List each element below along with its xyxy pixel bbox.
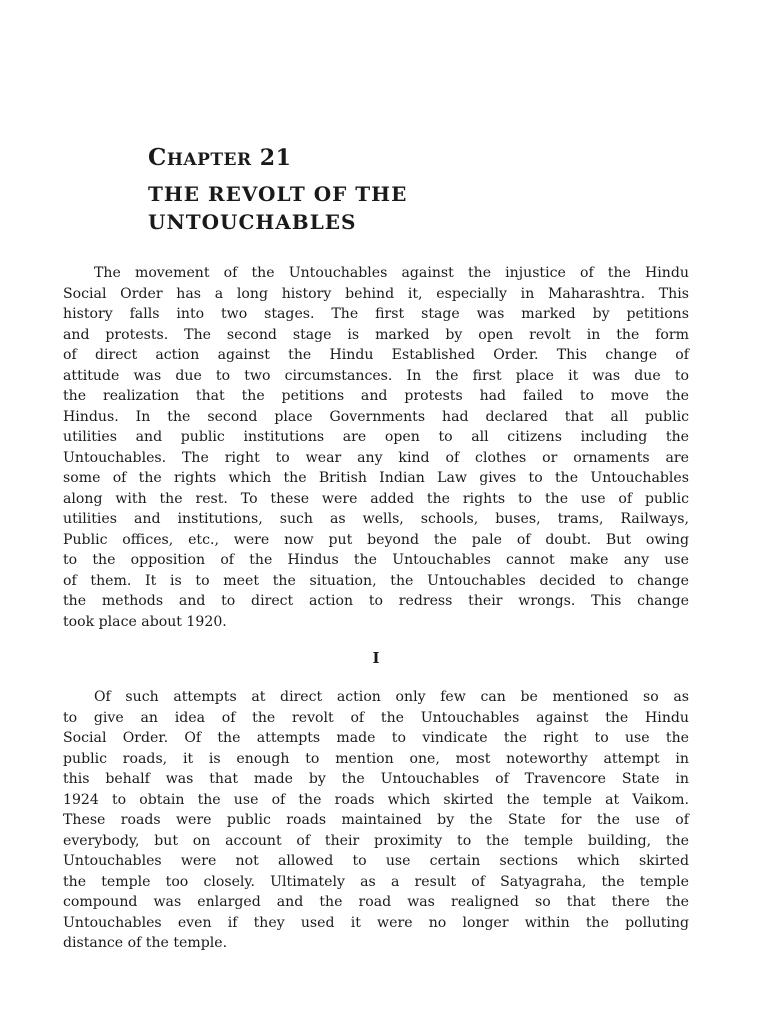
text-line: Social Order has a long history behind it, especially in Maharashtra. This	[63, 285, 689, 302]
chapter-title-line: THE REVOLT OF THE	[148, 182, 408, 206]
text-line: Of such attempts at direct action only few can be mentioned so as	[94, 689, 689, 705]
text-line: These roads were public roads maintained by the State for the use of	[63, 812, 689, 828]
text-line: took place about 1920.	[63, 613, 227, 630]
chapter-label-initial: C	[148, 144, 167, 171]
chapter-label	[148, 141, 291, 177]
text-line: Public offices, etc., were now put beyond the pale of doubt. But owing	[63, 531, 689, 548]
text-line: of direct action against the Hindu Established Order. This change of	[63, 347, 689, 363]
text-line: the methods and to direct action to redress their wrongs. This change	[63, 593, 689, 609]
text-line: this behalf was that made by the Untouchables of Travencore State in	[63, 771, 689, 787]
text-line: The movement of the Untouchables against the injustice of the Hindu	[94, 265, 689, 281]
text-line: attitude was due to two circumstances. In the first place it was due to	[63, 367, 689, 384]
text-line: Untouchables. The right to wear any kind of clothes or ornaments are	[63, 449, 689, 466]
paragraph-1	[63, 263, 689, 632]
text-line: utilities and institutions, such as wells, schools, buses, trams, Railways,	[63, 511, 689, 527]
paragraph-2	[63, 687, 689, 954]
text-line: Untouchables even if they used it were no longer within the polluting	[63, 914, 689, 931]
section-number: I	[372, 649, 380, 667]
text-line: some of the rights which the British Indian Law gives to the Untouchables	[63, 470, 689, 486]
text-line: history falls into two stages. The first stage was marked by petitions	[63, 306, 689, 322]
text-line: the realization that the petitions and protests had failed to move the	[63, 388, 689, 404]
text-line: Social Order. Of the attempts made to vindicate the right to use the	[63, 730, 689, 746]
chapter-title	[148, 180, 708, 236]
text-line: to the opposition of the Hindus the Untouchables cannot make any use	[63, 552, 689, 568]
text-line: along with the rest. To these were added the rights to the use of public	[63, 490, 689, 507]
text-line: and protests. The second stage is marked by open revolt in the form	[63, 326, 689, 343]
text-line: Hindus. In the second place Governments had declared that all public	[63, 408, 689, 425]
text-line: the temple too closely. Ultimately as a result of Satyagraha, the temple	[63, 873, 689, 890]
text-line: Untouchables were not allowed to use certain sections which skirted	[63, 853, 689, 869]
chapter-title-line: UNTOUCHABLES	[148, 210, 357, 234]
chapter-number: 21	[259, 145, 292, 171]
text-line: public roads, it is enough to mention one, most noteworthy attempt in	[63, 750, 689, 767]
text-line: utilities and public institutions are open to all citizens including the	[63, 429, 689, 445]
text-line: 1924 to obtain the use of the roads which skirted the temple at Vaikom.	[63, 791, 689, 808]
text-line: compound was enlarged and the road was realigned so that there the	[63, 894, 689, 910]
text-line: distance of the temple.	[63, 935, 228, 951]
text-line: everybody, but on account of their proximity to the temple building, the	[63, 832, 689, 849]
text-line: to give an idea of the revolt of the Untouchables against the Hindu	[63, 709, 689, 726]
text-line: of them. It is to meet the situation, the Untouchables decided to change	[63, 572, 689, 589]
chapter-label-rest: HAPTER	[166, 150, 252, 170]
